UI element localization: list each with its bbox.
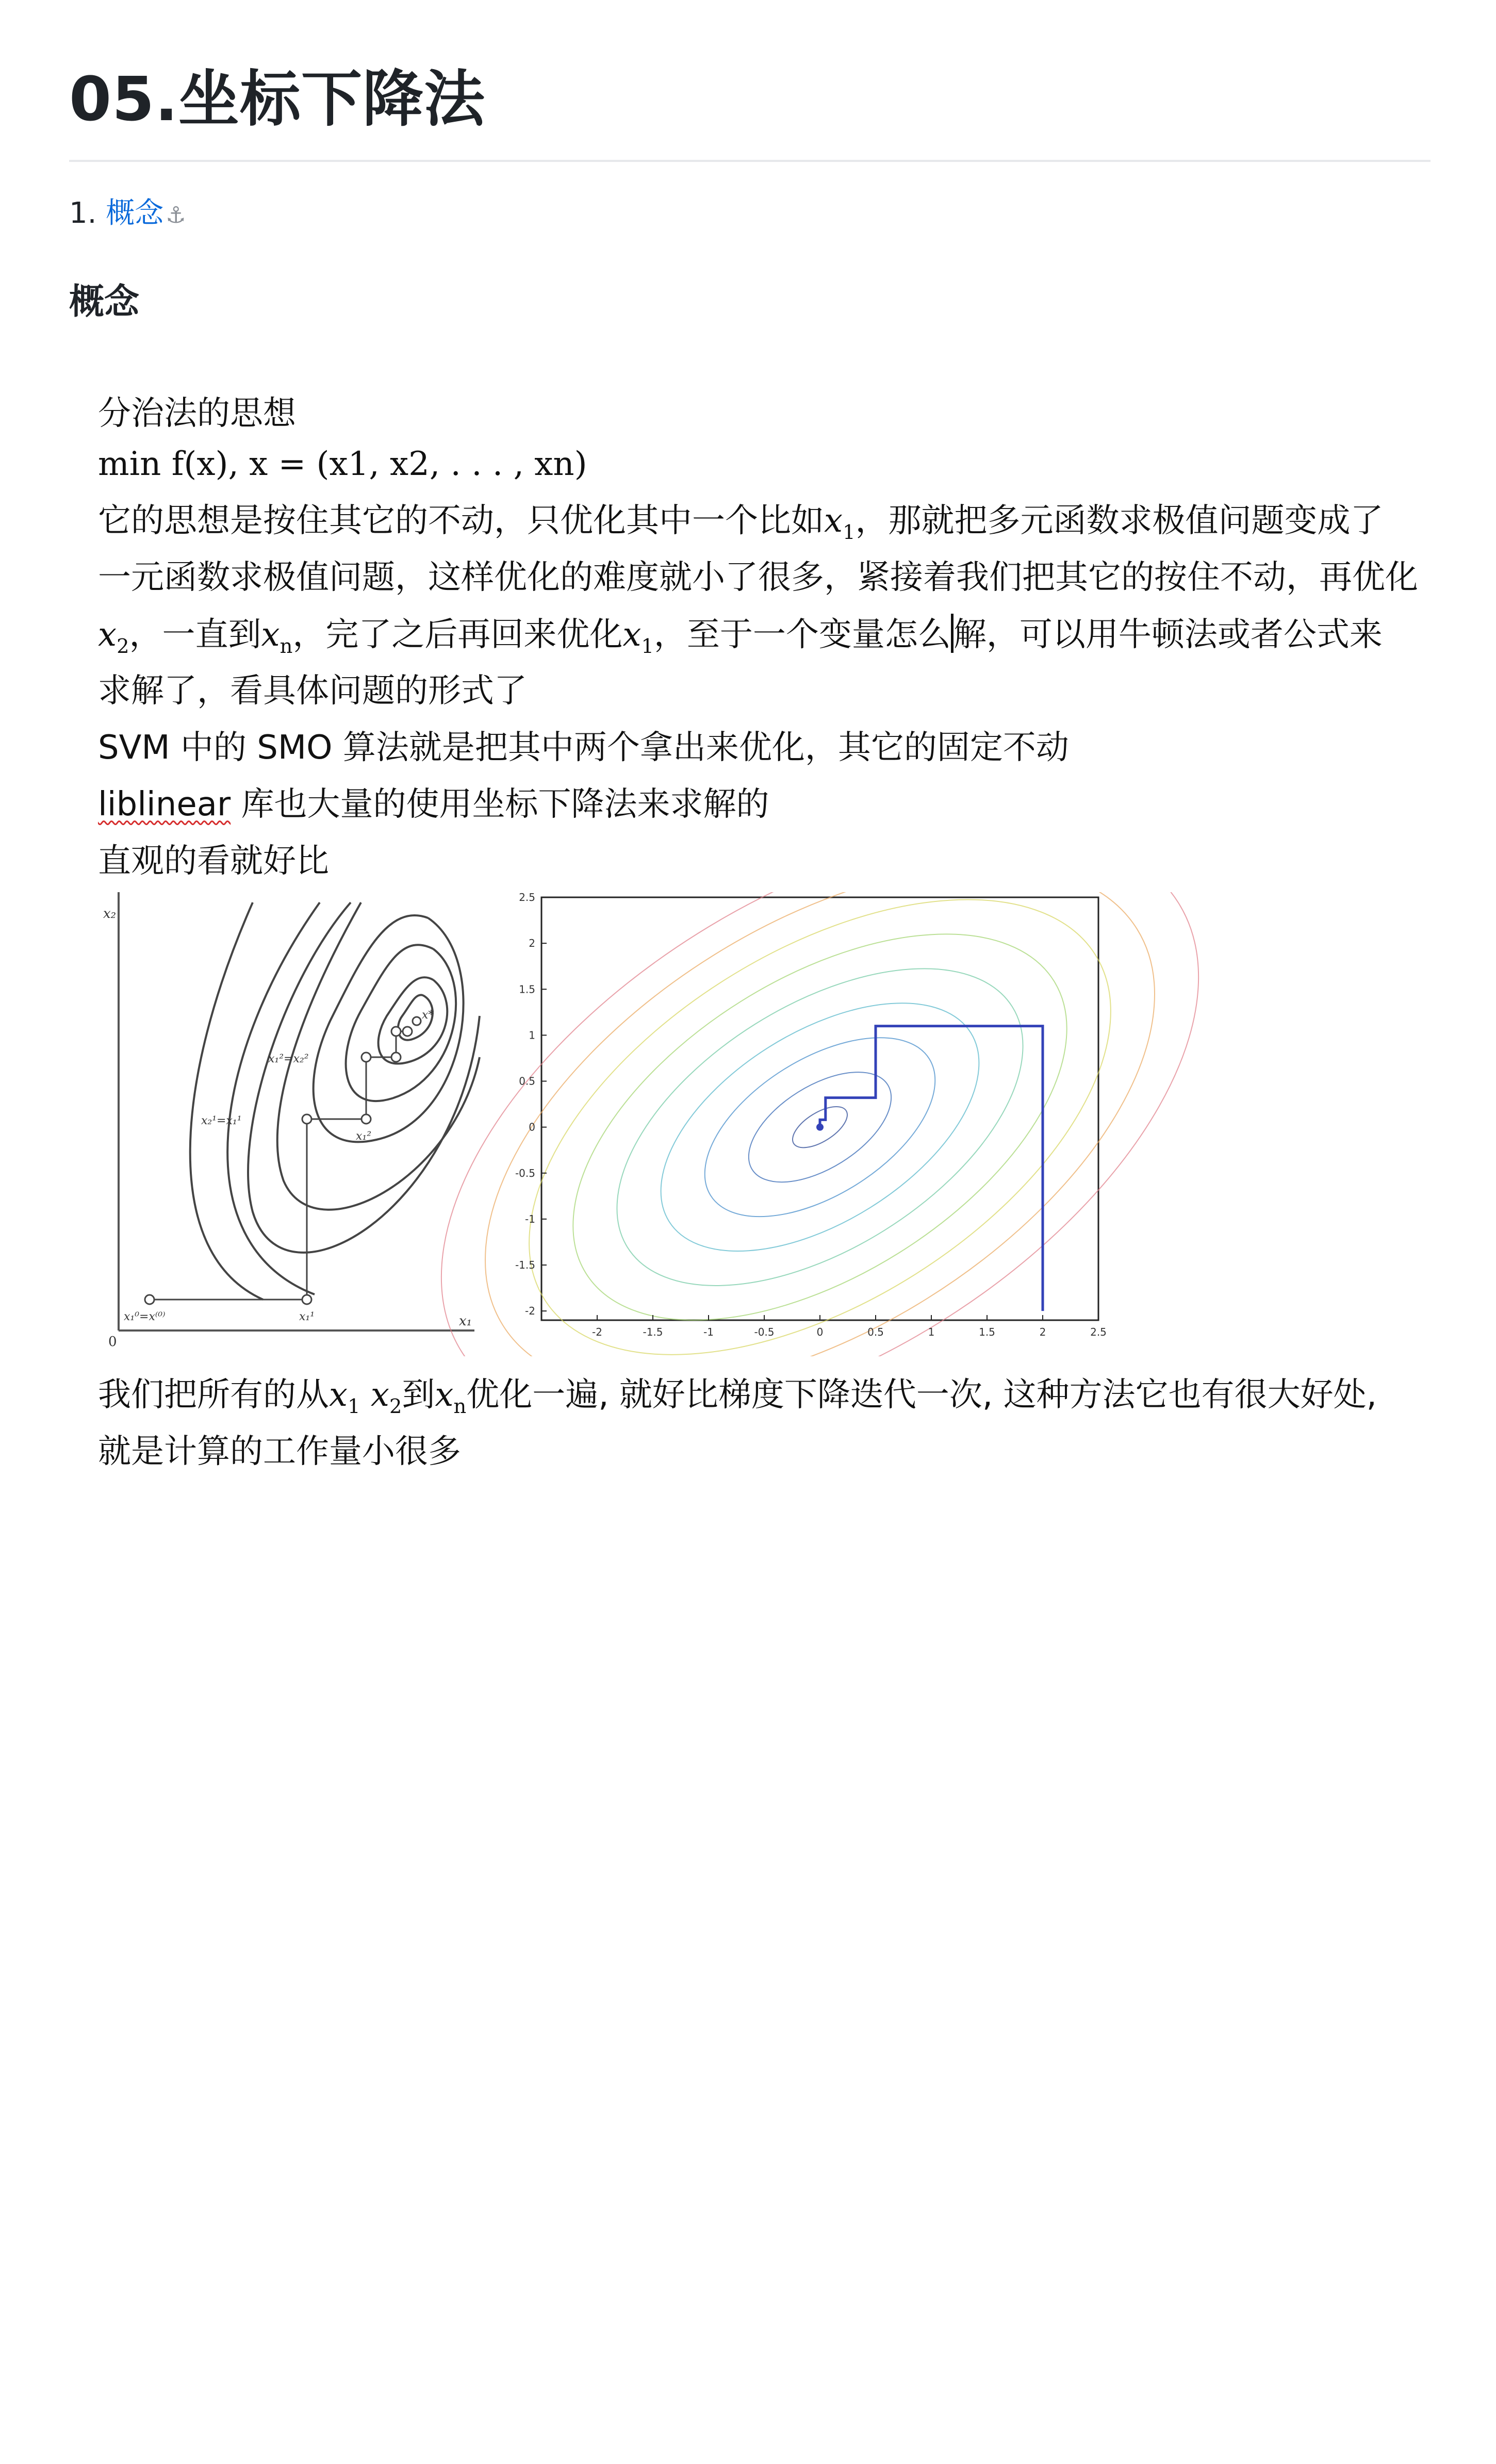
var-x1: $x_1$	[824, 502, 856, 544]
contour-3	[248, 902, 480, 1253]
x-tick-label: 0	[816, 1326, 824, 1338]
var-x1: $x_1$	[622, 616, 654, 658]
var-x2: $x_2$	[370, 1376, 402, 1418]
formula	[98, 443, 587, 485]
y-tick-label: 2.5	[519, 892, 535, 904]
contour-1	[190, 902, 263, 1300]
paragraph-line-2: 一元函数求极值问题，这样优化的难度就小了很多，紧接着我们把其它的按住不动，再优化	[98, 558, 1418, 597]
page-title: 05.坐标下降法	[69, 63, 486, 135]
label-star: x*	[422, 1009, 434, 1022]
paragraph-line-1: 它的思想是按住其它的不动，只优化其中一个比如$x_1$，那就把多元函数求极值问题变成了	[98, 502, 1384, 544]
x-tick-label: 2	[1039, 1326, 1046, 1338]
var-xn: $x_n$	[435, 1376, 467, 1418]
y-tick-label: 1.5	[519, 983, 535, 996]
section-heading: 概念	[69, 282, 140, 322]
contour-lines	[190, 902, 480, 1300]
paragraph-line-3: $x_2$，一直到$x_n$，完了之后再回来优化$x_1$，至于一个变量怎么解，可以用牛顿法或者公式来	[98, 614, 1383, 659]
spellcheck-word: liblinear	[98, 785, 231, 824]
figures	[98, 892, 1459, 1356]
label-p4: x₁²=x₂²	[268, 1053, 309, 1065]
x-tick-label: 1	[928, 1326, 935, 1338]
label-p3: x₁²	[356, 1130, 372, 1143]
right-chart	[340, 892, 1300, 1356]
paragraph-liblinear: liblinear 库也大量的使用坐标下降法来求解的	[98, 785, 769, 824]
path-end-point	[816, 1124, 824, 1131]
label-p1: x₁¹	[299, 1310, 315, 1323]
var-x2: $x_2$	[98, 616, 129, 658]
paragraph-summary-2: 就是计算的工作量小很多	[98, 1433, 461, 1471]
table-of-contents	[69, 195, 186, 233]
axis-label-x2: x₂	[103, 906, 117, 922]
axis-label-x1: x₁	[459, 1313, 472, 1329]
y-tick-label: -1	[525, 1212, 535, 1225]
var-x1: $x_1$	[329, 1376, 360, 1418]
x-tick-label: 0.5	[867, 1326, 884, 1338]
toc-link-concept[interactable]: 概念	[106, 196, 164, 230]
anchor-icon[interactable]: ⚓	[166, 202, 186, 228]
y-tick-label: 0.5	[519, 1075, 535, 1088]
y-tick-label: -2	[525, 1305, 535, 1318]
var-xn: $x_n$	[261, 616, 293, 658]
y-tick-label: 0	[529, 1121, 535, 1134]
title-divider	[69, 160, 1431, 162]
y-tick-label: 2	[529, 937, 535, 950]
x-tick-label: 2.5	[1090, 1326, 1107, 1338]
x-tick-label: 1.5	[979, 1326, 995, 1338]
paragraph-svm: SVM 中的 SMO 算法就是把其中两个拿出来优化，其它的固定不动	[98, 729, 1069, 767]
origin-label: 0	[108, 1334, 117, 1350]
formula-text: min f(x), x = (x1, x2, . . . , xn)	[98, 445, 587, 483]
y-tick-label: 1	[529, 1029, 535, 1042]
y-tick-label: -0.5	[515, 1167, 535, 1179]
x-tick-label: -1.5	[643, 1326, 663, 1338]
paragraph-line-4: 求解了，看具体问题的形式了	[98, 672, 527, 710]
left-diagram	[103, 892, 480, 1350]
x-tick-label: -1	[703, 1326, 714, 1338]
label-p0: x₁⁰=x⁽⁰⁾	[124, 1310, 166, 1323]
paragraph-summary-1: 我们把所有的从$x_1$ $x_2$到$x_n$优化一遍, 就好比梯度下降迭代一次, 这种方法它也有很大好处,	[98, 1376, 1377, 1418]
contour-6	[346, 945, 456, 1101]
contour-2	[227, 902, 320, 1294]
x-tick-label: -0.5	[754, 1326, 775, 1338]
toc-item-number: 1.	[69, 196, 97, 230]
paragraph-intro: 分治法的思想	[98, 395, 296, 433]
paragraph-intuition: 直观的看就好比	[98, 842, 329, 880]
y-tick-label: -1.5	[515, 1259, 535, 1272]
x-tick-label: -2	[592, 1326, 602, 1338]
label-p2: x₂¹=x₁¹	[201, 1114, 242, 1127]
